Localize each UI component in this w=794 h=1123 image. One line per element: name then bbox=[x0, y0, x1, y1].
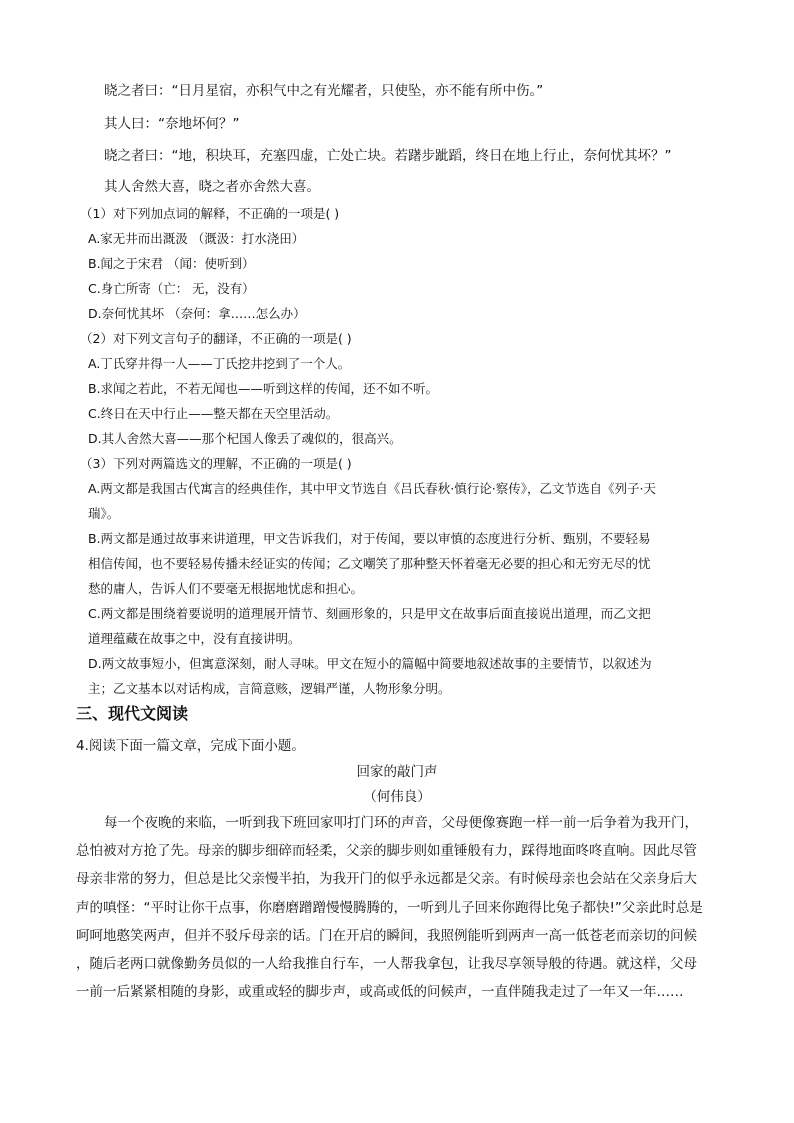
option-a-line: 瑞》。 bbox=[88, 506, 120, 521]
question-stem: （3）下列对两篇选文的理解，不正确的一项是( ) bbox=[80, 456, 352, 471]
option-b-line: B.两文都是通过故事来讲道理，甲文告诉我们，对于传闻，要以审慎的态度进行分析、甄别，不要轻易 bbox=[88, 531, 651, 546]
paragraph-line: 一前一后紧紧相随的身影，或重或轻的脚步声，或高或低的问候声，一直伴随我走过了一年又一年…… bbox=[76, 984, 684, 1001]
option-c: C.身亡所寄（亡： 无，没有） bbox=[88, 281, 255, 296]
paragraph-line: ，随后老两口就像勤务员似的一人给我推自行车，一人帮我拿包，让我尽享领导般的待遇。就这样，父母 bbox=[76, 955, 697, 972]
paragraph-line: 呵呵地憨笑两声，但并不驳斥母亲的话。门在开启的瞬间，我照例能听到两声一高一低苍老而亲切的问候 bbox=[76, 927, 697, 944]
option-c-line: C.两文都是围绕着要说明的道理展开情节、刻画形象的，只是甲文在故事后面直接说出道理，而乙文把 bbox=[88, 606, 651, 621]
passage-line: 其人曰：“奈地坏何？” bbox=[104, 116, 240, 132]
option-c: C.终日在天中行止——整天都在天空里活动。 bbox=[88, 406, 339, 421]
passage-line: 晓之者曰：“地，积块耳，充塞四虚，亡处亡块。若躇步跐蹈，终日在地上行止，奈何忧其坏？” bbox=[104, 148, 672, 164]
question-prompt: 4.阅读下面一篇文章，完成下面小题。 bbox=[76, 738, 305, 754]
article-title: 回家的敲门声 bbox=[356, 764, 438, 780]
option-b-line: 相信传闻，也不要轻易传播未经证实的传闻；乙文嘲笑了那种整天怀着毫无必要的担心和无穷无尽的忧 bbox=[88, 556, 651, 571]
paragraph-line: 每一个夜晚的来临，一听到我下班回家叩打门环的声音，父母便像赛跑一样一前一后争着为我开门， bbox=[104, 815, 698, 831]
section-heading: 三、现代文阅读 bbox=[76, 704, 189, 723]
article-author: （何伟良） bbox=[363, 789, 431, 805]
option-b: B.求闻之若此，不若无闻也——听到这样的传闻，还不如不听。 bbox=[88, 381, 439, 396]
question-stem: （2）对下列文言句子的翻译，不正确的一项是( ) bbox=[80, 331, 352, 346]
passage-line: 其人舍然大喜，晓之者亦舍然大喜。 bbox=[104, 179, 320, 195]
option-d: D.其人舍然大喜——那个杞国人像丢了魂似的，很高兴。 bbox=[88, 431, 402, 446]
option-a: A.家无井而出溉汲 （溉汲：打水浇田） bbox=[88, 231, 305, 246]
option-c-line: 道理蕴藏在故事之中，没有直接讲明。 bbox=[88, 631, 301, 646]
option-b: B.闻之于宋君 （闻：使听到） bbox=[88, 256, 255, 271]
question-stem: （1）对下列加点词的解释，不正确的一项是( ) bbox=[80, 206, 340, 221]
article-paragraph bbox=[76, 809, 716, 1006]
paragraph-line: 声的嗔怪：“平时让你干点事，你磨磨蹭蹭慢慢腾腾的，一听到儿子回来你跑得比兔子都快!”父亲此时总是 bbox=[76, 899, 703, 916]
option-b-line: 愁的庸人，告诉人们不要毫无根据地忧虑和担心。 bbox=[88, 581, 364, 596]
paragraph-line: 总怕被对方抢了先。母亲的脚步细碎而轻柔，父亲的脚步则如重锤般有力，踩得地面咚咚直响。因此尽管 bbox=[76, 843, 697, 860]
paragraph-line: 母亲非常的努力，但总是比父亲慢半拍，为我开门的似乎永远都是父亲。有时候母亲也会站在父亲身后大 bbox=[76, 871, 697, 888]
passage-line: 晓之者曰：“日月星宿，亦积气中之有光耀者，只使坠，亦不能有所中伤。” bbox=[104, 83, 544, 99]
option-d-line: D.两文故事短小，但寓意深刻，耐人寻味。甲文在短小的篇幅中简要地叙述故事的主要情节，以叙述为 bbox=[88, 656, 652, 671]
option-d: D.奈何忧其坏 （奈何：拿……怎么办） bbox=[88, 306, 306, 321]
option-d-line: 主；乙文基本以对话构成，言简意赅，逻辑严谨，人物形象分明。 bbox=[88, 681, 451, 696]
option-a: A.丁氏穿井得一人——丁氏挖井挖到了一个人。 bbox=[88, 356, 351, 371]
option-a-line: A.两文都是我国古代寓言的经典佳作，其中甲文节选自《吕氏春秋·慎行论·察传》，乙文节选自《列子·天 bbox=[88, 481, 656, 496]
